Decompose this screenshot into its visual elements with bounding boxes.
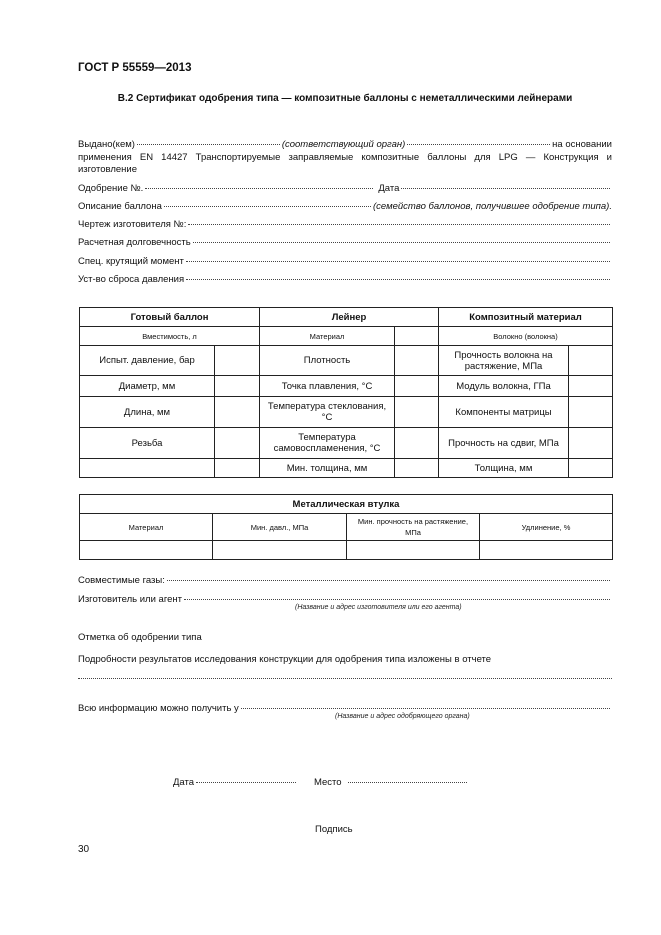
column-header: Материал	[80, 514, 213, 541]
approval-date-fill[interactable]	[401, 188, 610, 189]
table-cell-value[interactable]	[215, 428, 260, 459]
field-fill[interactable]	[186, 261, 610, 262]
table-cell-value[interactable]	[215, 346, 260, 376]
metal-boss-table	[79, 494, 613, 560]
table-cell-value[interactable]	[395, 397, 439, 428]
subheader-fibre: Волокно (волокна)	[439, 327, 613, 346]
compatible-gases-fill[interactable]	[167, 580, 610, 581]
table-row	[80, 459, 613, 478]
description-line	[78, 201, 612, 212]
issued-line	[78, 139, 612, 150]
field-line	[78, 274, 612, 285]
row-label: Температура самовоспламенения, °С	[260, 428, 395, 459]
table-row	[80, 346, 613, 376]
approval-number-fill[interactable]	[145, 188, 373, 189]
field-line	[78, 237, 612, 248]
table-cell-value[interactable]	[569, 428, 613, 459]
document-standard-header: ГОСТ Р 55559—2013	[78, 62, 192, 74]
approval-label: Одобрение №.	[78, 183, 144, 194]
table-cell-value[interactable]	[395, 376, 439, 397]
compatible-gases-line	[78, 575, 612, 586]
signature-place-label: Место	[314, 777, 342, 788]
approval-line	[78, 183, 612, 194]
table-cell-value[interactable]	[480, 541, 613, 560]
table-cell-value[interactable]	[215, 397, 260, 428]
row-label: Плотность	[260, 346, 395, 376]
description-label: Описание баллона	[78, 201, 162, 212]
manufacturer-fill[interactable]	[184, 599, 610, 600]
approval-date-label: Дата	[378, 183, 400, 194]
field-fill[interactable]	[186, 279, 610, 280]
table-cell-value[interactable]	[569, 397, 613, 428]
field-fill[interactable]	[193, 242, 610, 243]
issued-basis: на основании	[552, 139, 612, 150]
table-subheader-row	[80, 327, 613, 346]
info-label: Всю информацию можно получить у	[78, 703, 239, 714]
header-finished-cylinder: Готовый баллон	[80, 308, 260, 327]
table-cell-value[interactable]	[569, 376, 613, 397]
info-caption: (Название и адрес одобряющего органа)	[335, 713, 470, 720]
table-cell-value[interactable]	[80, 541, 213, 560]
info-fill[interactable]	[241, 708, 610, 709]
signature-date-line	[173, 777, 298, 788]
table-row	[80, 376, 613, 397]
issued-label: Выдано(кем)	[78, 139, 135, 150]
table-row	[80, 397, 613, 428]
issued-fill-2[interactable]	[407, 144, 550, 145]
results-text: Подробности результатов исследования конструкции для одобрения типа изложены в отчете	[78, 654, 492, 665]
field-label: Уст-во сброса давления	[78, 274, 185, 285]
table-cell-value[interactable]	[569, 346, 613, 376]
table-cell-value[interactable]	[347, 541, 480, 560]
table-cell-value[interactable]	[395, 428, 439, 459]
issued-hint: (соответствующий орган)	[281, 139, 406, 150]
row-label: Мин. толщина, мм	[260, 459, 395, 478]
table-cell-value[interactable]	[215, 459, 260, 478]
page-number: 30	[78, 844, 90, 855]
signature-label: Подпись	[315, 824, 353, 835]
compatible-gases-label: Совместимые газы:	[78, 575, 165, 586]
table-subheader-row	[80, 514, 613, 541]
table-header-row	[80, 308, 613, 327]
field-fill[interactable]	[188, 224, 610, 225]
signature-date-label: Дата	[173, 777, 195, 788]
column-header: Удлинение, %	[480, 514, 613, 541]
manufacturer-caption: (Название и адрес изготовителя или его агента)	[295, 604, 462, 611]
header-composite: Композитный материал	[439, 308, 613, 327]
row-label: Испыт. давление, бар	[80, 346, 215, 376]
description-fill[interactable]	[164, 206, 371, 207]
table-cell-value[interactable]	[213, 541, 347, 560]
row-label: Прочность на сдвиг, МПа	[439, 428, 569, 459]
column-header: Мин. давл., МПа	[213, 514, 347, 541]
metal-boss-title: Металлическая втулка	[80, 495, 613, 514]
field-label: Спец. крутящий момент	[78, 256, 184, 267]
row-label: Длина, мм	[80, 397, 215, 428]
field-label: Чертеж изготовителя №:	[78, 219, 187, 230]
results-fill[interactable]	[78, 678, 612, 679]
row-label	[80, 459, 215, 478]
section-title: В.2 Сертификат одобрения типа — композитные баллоны с неметаллическими лейнерами	[117, 93, 573, 104]
approval-mark: Отметка об одобрении типа	[78, 632, 202, 643]
properties-table	[79, 307, 613, 478]
table-header-row	[80, 495, 613, 514]
signature-place-line	[314, 777, 469, 788]
field-line	[78, 219, 612, 230]
field-label: Расчетная долговечность	[78, 237, 191, 248]
manufacturer-label: Изготовитель или агент	[78, 594, 182, 605]
issued-basis-text: применения EN 14427 Транспортируемые заправляемые композитные баллоны для LPG — Конструкция и изготовление	[78, 152, 612, 175]
row-label: Прочность волокна на растяжение, МПа	[439, 346, 569, 376]
row-label: Точка плавления, °С	[260, 376, 395, 397]
issued-fill[interactable]	[137, 144, 280, 145]
column-header: Мин. прочность на растяжение, МПа	[347, 514, 480, 541]
row-label: Диаметр, мм	[80, 376, 215, 397]
row-label: Модуль волокна, ГПа	[439, 376, 569, 397]
description-hint: (семейство баллонов, получившее одобрение типа).	[372, 201, 612, 212]
table-cell-value[interactable]	[395, 346, 439, 376]
table-row	[80, 428, 613, 459]
table-cell-value[interactable]	[395, 327, 439, 346]
table-row	[80, 541, 613, 560]
table-cell-value[interactable]	[215, 376, 260, 397]
row-label: Толщина, мм	[439, 459, 569, 478]
field-line	[78, 256, 612, 267]
table-cell-value[interactable]	[395, 459, 439, 478]
subheader-material: Материал	[260, 327, 395, 346]
row-label: Температура стеклования, °С	[260, 397, 395, 428]
row-label: Резьба	[80, 428, 215, 459]
table-cell-value[interactable]	[569, 459, 613, 478]
header-liner: Лейнер	[260, 308, 439, 327]
subheader-capacity: Вместимость, л	[80, 327, 260, 346]
signature-date-fill[interactable]	[196, 782, 296, 783]
signature-place-fill[interactable]	[348, 782, 467, 783]
row-label: Компоненты матрицы	[439, 397, 569, 428]
